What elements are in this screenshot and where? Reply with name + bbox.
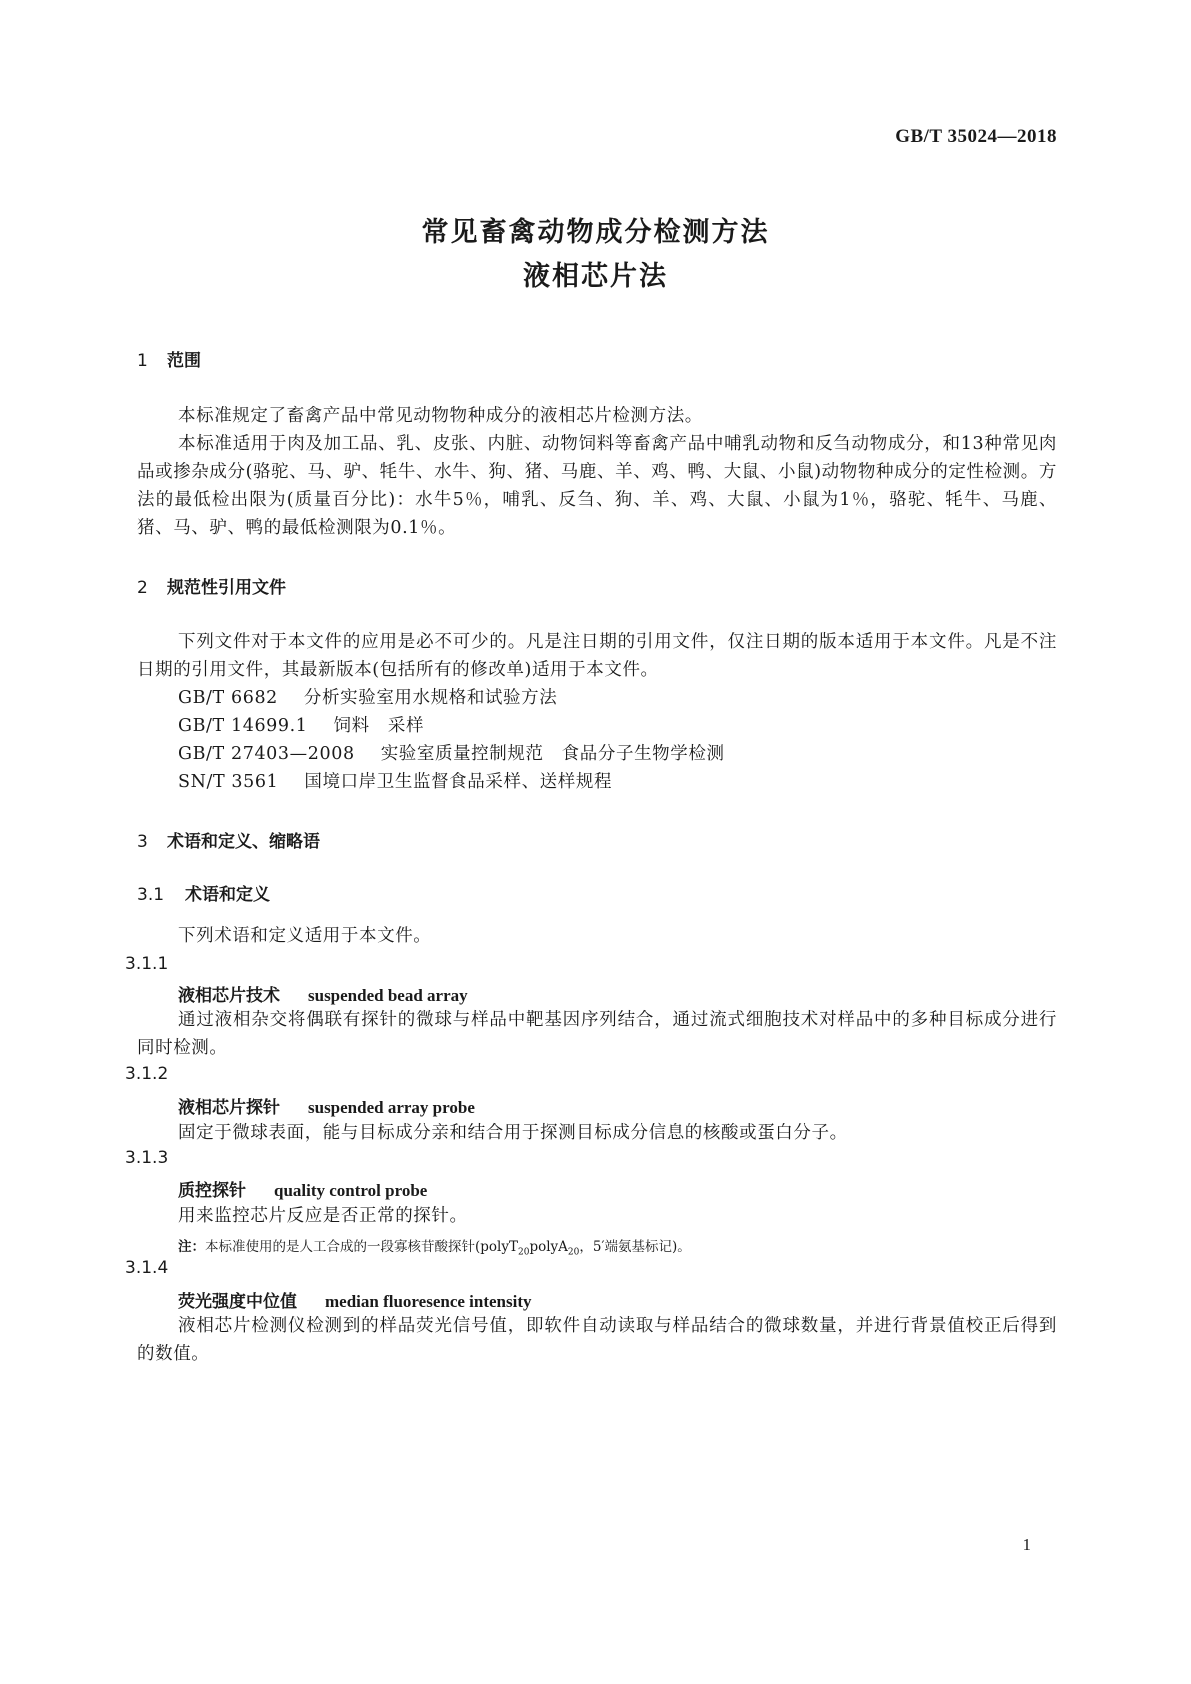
normative-reference — [178, 740, 725, 768]
standard-code: GB/T 35024—2018 — [895, 126, 1057, 147]
section-number: 2 — [137, 578, 148, 598]
reference-code: SN/T 3561 — [178, 772, 279, 792]
subsection-number: 3.1 — [137, 885, 165, 905]
section-title: 术语和定义、缩略语 — [167, 832, 320, 852]
note-label: 注： — [178, 1239, 205, 1255]
term-english: quality control probe — [274, 1181, 428, 1200]
term-english: median fluoresence intensity — [325, 1292, 532, 1311]
section-title: 范围 — [167, 351, 201, 371]
term-number: 3.1.1 — [125, 954, 169, 974]
section-number: 3 — [137, 832, 148, 852]
term-number: 3.1.4 — [125, 1258, 169, 1278]
paragraph: 下列文件对于本文件的应用是必不可少的。凡是注日期的引用文件，仅注日期的版本适用于本文件。凡是不注日期的引用文件，其最新版本(包括所有的修改单)适用于本文件。 — [137, 632, 1057, 680]
paragraph: 本标准规定了畜禽产品中常见动物物种成分的液相芯片检测方法。 — [178, 406, 703, 426]
term-number: 3.1.3 — [125, 1148, 169, 1168]
term-note — [178, 1235, 691, 1258]
reference-code: GB/T 14699.1 — [178, 716, 308, 736]
term-heading — [178, 981, 468, 1006]
page-number: 1 — [1022, 1535, 1031, 1554]
term-definition — [137, 1119, 1057, 1147]
paragraph: 固定于微球表面，能与目标成分亲和结合用于探测目标成分信息的核酸或蛋白分子。 — [178, 1123, 848, 1143]
section-2-body — [137, 628, 1057, 684]
term-heading — [178, 1287, 532, 1312]
term-number: 3.1.2 — [125, 1064, 169, 1084]
term-english: suspended array probe — [308, 1098, 475, 1117]
section-1-heading — [137, 346, 201, 371]
note-text: polyA — [529, 1239, 568, 1255]
term-definition — [137, 1202, 1057, 1230]
reference-title: 饲料 采样 — [333, 716, 425, 736]
paragraph: 液相芯片检测仪检测到的样品荧光信号值，即软件自动读取与样品结合的微球数量，并进行背景值校正后得到的数值。 — [137, 1316, 1057, 1364]
section-number: 1 — [137, 351, 148, 371]
reference-title: 分析实验室用水规格和试验方法 — [303, 688, 558, 708]
note-subscript: 20 — [518, 1247, 530, 1258]
term-heading — [178, 1176, 427, 1201]
note-text: 本标准使用的是人工合成的一段寡核苷酸探针(polyT — [205, 1239, 518, 1255]
section-3-heading — [137, 827, 320, 852]
reference-code: GB/T 6682 — [178, 688, 278, 708]
term-chinese: 液相芯片探针 — [178, 1098, 280, 1118]
reference-code: GB/T 27403—2008 — [178, 744, 355, 764]
paragraph: 用来监控芯片反应是否正常的探针。 — [178, 1206, 468, 1226]
reference-title: 国境口岸卫生监督食品采样、送样规程 — [304, 772, 613, 792]
note-subscript: 20 — [567, 1247, 580, 1258]
term-heading — [178, 1093, 475, 1118]
term-chinese: 质控探针 — [178, 1181, 246, 1201]
normative-reference — [178, 712, 424, 740]
term-chinese: 荧光强度中位值 — [178, 1292, 297, 1312]
term-definition — [137, 1006, 1057, 1062]
term-chinese: 液相芯片技术 — [178, 986, 280, 1006]
paragraph: 本标准适用于肉及加工品、乳、皮张、内脏、动物饲料等畜禽产品中哺乳动物和反刍动物成分，和13种常见肉品或掺杂成分(骆驼、马、驴、牦牛、水牛、狗、猪、马鹿、羊、鸡、鸭、大鼠、小鼠)动物物种成分的定性检测。方法的最低检出限为(质量百分比)：水牛5％，哺乳、反刍、狗、羊、鸡、大鼠、小鼠为1％，骆驼、牦牛、马鹿、猪、马、驴、鸭的最低检测限为0.1％。 — [137, 434, 1057, 538]
subsection-3-1-intro — [137, 922, 1057, 950]
subsection-3-1-heading — [137, 880, 270, 905]
term-english: suspended bead array — [308, 986, 468, 1005]
note-text: ，5′端氨基标记)。 — [579, 1239, 691, 1255]
section-2-heading — [137, 573, 286, 598]
subsection-title: 术语和定义 — [185, 885, 270, 905]
normative-reference — [178, 768, 612, 796]
section-title: 规范性引用文件 — [167, 578, 286, 598]
document-title-line2: 液相芯片法 — [523, 261, 668, 292]
paragraph: 通过液相杂交将偶联有探针的微球与样品中靶基因序列结合，通过流式细胞技术对样品中的多种目标成分进行同时检测。 — [137, 1010, 1057, 1058]
section-1-body — [137, 402, 1057, 542]
reference-title: 实验室质量控制规范 食品分子生物学检测 — [380, 744, 725, 764]
paragraph: 下列术语和定义适用于本文件。 — [178, 926, 432, 946]
document-title-line1: 常见畜禽动物成分检测方法 — [421, 217, 770, 248]
normative-reference — [178, 684, 557, 712]
term-definition — [137, 1312, 1057, 1368]
